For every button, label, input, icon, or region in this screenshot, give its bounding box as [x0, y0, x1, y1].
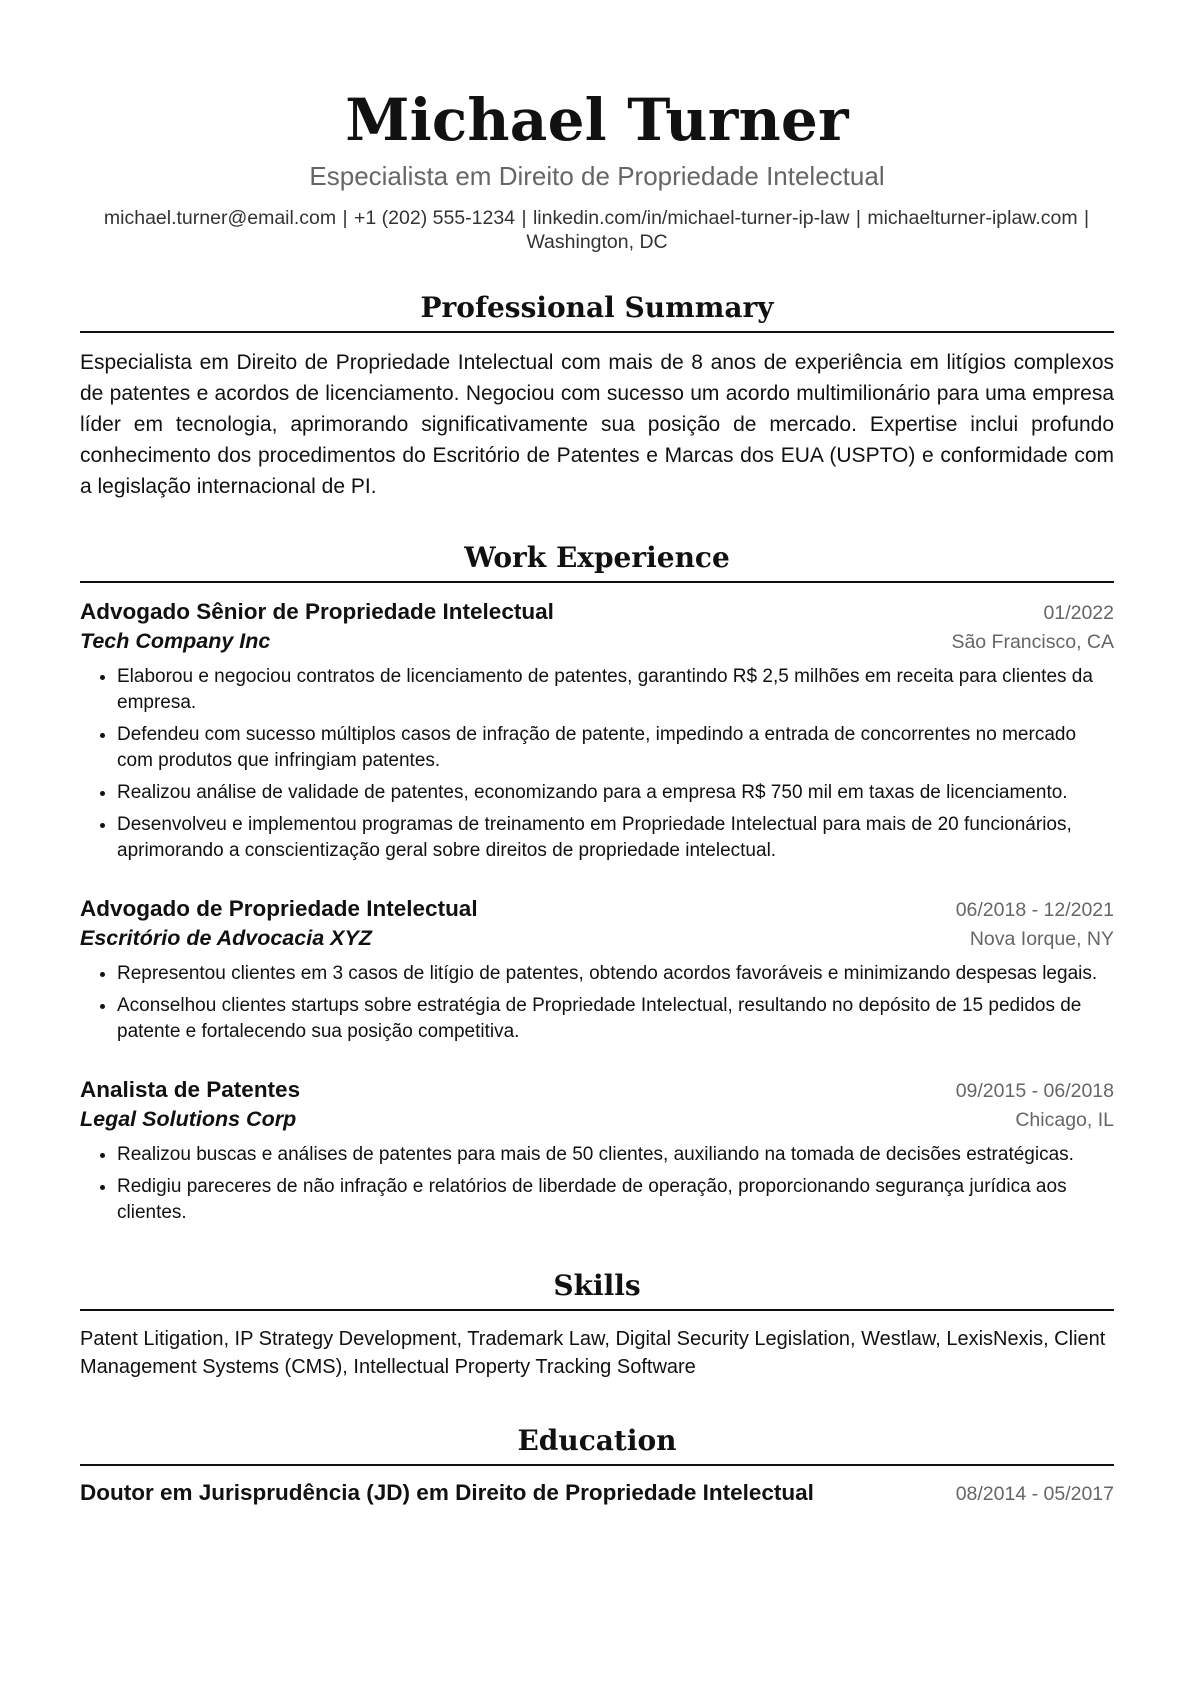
- job-date: 09/2015 - 06/2018: [955, 1080, 1114, 1102]
- skills-title: Skills: [553, 1269, 641, 1302]
- job-bullet: • Defendeu com sucesso múltiplos casos de infração de patente, impedindo a entrada de concorrentes no mercado com produtos que infringiam patentes.: [117, 722, 1114, 774]
- candidate-headline: Especialista em Direito de Propriedade Intelectual: [309, 161, 885, 191]
- job-company: Escritório de Advocacia XYZ: [80, 926, 372, 950]
- job-bullet: • Redigiu pareceres de não infração e relatórios de liberdade de operação, proporcionando segurança jurídica aos clientes.: [117, 1174, 1114, 1226]
- job-title: Advogado de Propriedade Intelectual: [80, 896, 478, 921]
- job-title: Advogado Sênior de Propriedade Intelectual: [80, 599, 554, 624]
- contact-linkedin[interactable]: linkedin.com/in/michael-turner-ip-law: [532, 207, 850, 229]
- job-location: São Francisco, CA: [951, 631, 1114, 653]
- education-section: [80, 1423, 1114, 1508]
- contact-separator: |: [1084, 207, 1090, 229]
- education-degree: Doutor em Jurisprudência (JD) em Direito de Propriedade Intelectual: [80, 1480, 814, 1505]
- education-title: Education: [517, 1424, 677, 1457]
- contact-separator: |: [342, 207, 348, 229]
- summary-section: [80, 290, 1114, 502]
- job-bullet: • Realizou buscas e análises de patentes para mais de 50 clientes, auxiliando na tomada de decisões estratégicas.: [117, 1142, 1114, 1168]
- skills-section: [80, 1268, 1114, 1381]
- job-location: Nova Iorque, NY: [969, 928, 1114, 950]
- summary-text: Especialista em Direito de Propriedade Intelectual com mais de 8 anos de experiência em litígios complexos de patentes e acordos de licenciamento. Negociou com sucesso um acordo multimilionário para uma empresa líder em tecnologia, aprimorando significativamente sua posição de mercado. Expertise inclui profundo conhecimento dos procedimentos do Escritório de Patentes e Marcas dos EUA (USPTO) e conformidade com a legislação internacional de PI.: [80, 351, 1114, 498]
- job-bullet: • Desenvolveu e implementou programas de treinamento em Propriedade Intelectual para mais de 20 funcionários, aprimorando a conscientização geral sobre direitos de propriedade intelectual.: [117, 812, 1114, 864]
- job-bullets: [80, 1142, 1114, 1226]
- contact-line: [80, 206, 1114, 254]
- job-entry: [80, 894, 1114, 1045]
- job-entry: [80, 1075, 1114, 1226]
- experience-section: [80, 540, 1114, 1226]
- job-bullet: • Representou clientes em 3 casos de litígio de patentes, obtendo acordos favoráveis e minimizando despesas legais.: [117, 961, 1114, 987]
- education-date: 08/2014 - 05/2017: [955, 1483, 1114, 1505]
- candidate-name: Michael Turner: [345, 86, 849, 154]
- job-bullets: [80, 961, 1114, 1045]
- summary-title: Professional Summary: [420, 291, 774, 324]
- contact-website[interactable]: michaelturner-iplaw.com: [867, 207, 1078, 229]
- job-bullet: • Elaborou e negociou contratos de licenciamento de patentes, garantindo R$ 2,5 milhões em receita para clientes da empresa.: [117, 664, 1114, 716]
- job-company: Tech Company Inc: [80, 629, 271, 653]
- job-location: Chicago, IL: [1015, 1109, 1114, 1131]
- job-bullet: • Realizou análise de validade de patentes, economizando para a empresa R$ 750 mil em taxas de licenciamento.: [117, 780, 1114, 806]
- contact-phone[interactable]: +1 (202) 555-1234: [354, 207, 516, 229]
- contact-separator: |: [855, 207, 861, 229]
- job-company: Legal Solutions Corp: [80, 1107, 297, 1131]
- job-bullets: [80, 664, 1114, 864]
- section-divider: [80, 1309, 1114, 1311]
- job-date: 01/2022: [1043, 602, 1114, 624]
- section-divider: [80, 581, 1114, 583]
- contact-location: Washington, DC: [526, 231, 668, 253]
- job-bullet: • Aconselhou clientes startups sobre estratégia de Propriedade Intelectual, resultando no depósito de 15 pedidos de patente e fortalecendo sua posição competitiva.: [117, 993, 1114, 1045]
- experience-title: Work Experience: [464, 541, 730, 574]
- contact-email[interactable]: michael.turner@email.com: [103, 207, 337, 229]
- job-entry: [80, 597, 1114, 864]
- section-divider: [80, 331, 1114, 333]
- skills-text: Patent Litigation, IP Strategy Development, Trademark Law, Digital Security Legislation, Westlaw, LexisNexis, Client Management Systems (CMS), Intellectual Property Tracking Software: [80, 1328, 1106, 1378]
- resume-page: [80, 0, 1114, 1508]
- job-date: 06/2018 - 12/2021: [955, 899, 1114, 921]
- contact-separator: |: [521, 207, 527, 229]
- section-divider: [80, 1464, 1114, 1466]
- job-title: Analista de Patentes: [80, 1077, 301, 1102]
